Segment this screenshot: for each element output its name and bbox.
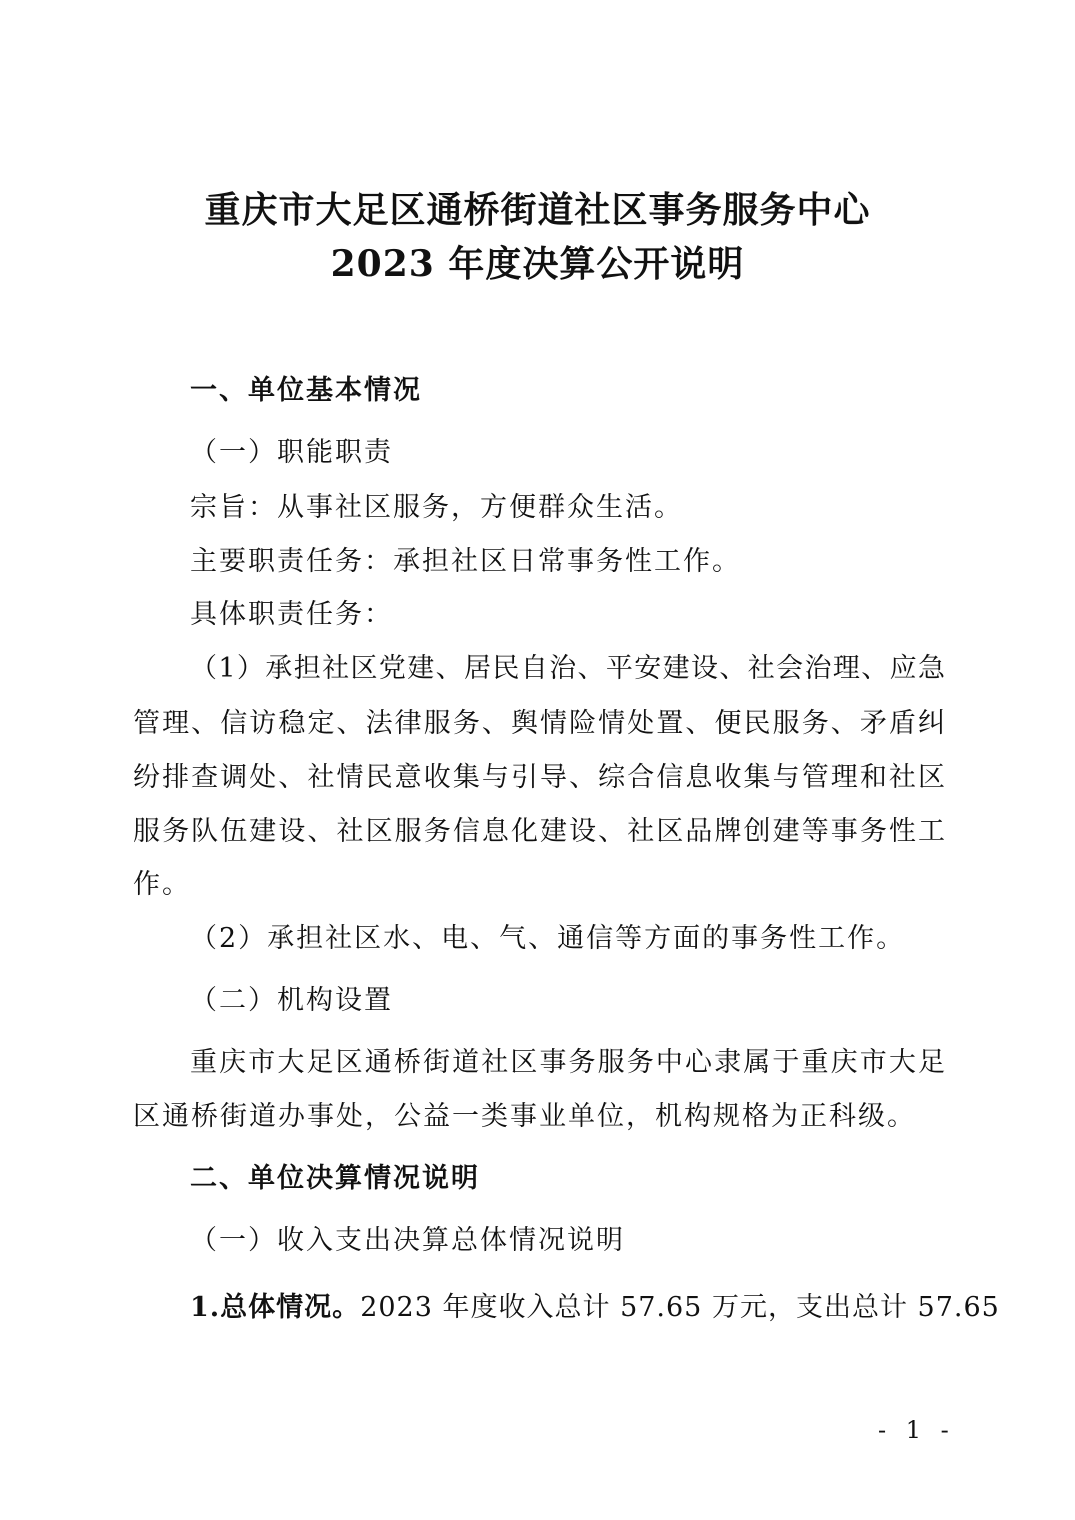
- page-number: - 1 -: [878, 1416, 955, 1444]
- subsection-3-heading: （一）收入支出决算总体情况说明: [190, 1225, 625, 1256]
- section-1-heading: 一、单位基本情况: [190, 375, 422, 406]
- duty-item-1-line-3: 纷排查调处、社情民意收集与引导、综合信息收集与管理和社区: [133, 762, 945, 793]
- org-paragraph-line-1: 重庆市大足区通桥街道社区事务服务中心隶属于重庆市大足: [190, 1047, 945, 1078]
- specific-duty-label: 具体职责任务：: [190, 599, 393, 630]
- overall-label: 1.总体情况。: [190, 1292, 361, 1323]
- org-paragraph-line-2: 区通桥街道办事处，公益一类事业单位，机构规格为正科级。: [133, 1101, 916, 1132]
- purpose-paragraph: 宗旨：从事社区服务，方便群众生活。: [190, 492, 683, 523]
- section-2-heading: 二、单位决算情况说明: [190, 1163, 480, 1194]
- duty-item-1-line-2: 管理、信访稳定、法律服务、舆情险情处置、便民服务、矛盾纠: [133, 708, 945, 739]
- duty-item-2: （2）承担社区水、电、气、通信等方面的事务性工作。: [190, 923, 906, 954]
- main-duty-paragraph: 主要职责任务：承担社区日常事务性工作。: [190, 546, 741, 577]
- duty-item-1-line-1: （1）承担社区党建、居民自治、平安建设、社会治理、应急: [190, 653, 945, 684]
- subsection-2-heading: （二）机构设置: [190, 985, 393, 1016]
- overall-paragraph: [190, 1290, 1000, 1326]
- duty-item-1-line-5: 作。: [133, 869, 191, 900]
- document-title-line-1: 重庆市大足区通桥街道社区事务服务中心: [204, 189, 871, 231]
- subsection-1-heading: （一）职能职责: [190, 437, 393, 468]
- overall-text: 2023 年度收入总计 57.65 万元，支出总计 57.65: [360, 1292, 1000, 1323]
- document-title-line-2: 2023 年度决算公开说明: [330, 243, 745, 285]
- duty-item-1-line-4: 服务队伍建设、社区服务信息化建设、社区品牌创建等事务性工: [133, 816, 945, 847]
